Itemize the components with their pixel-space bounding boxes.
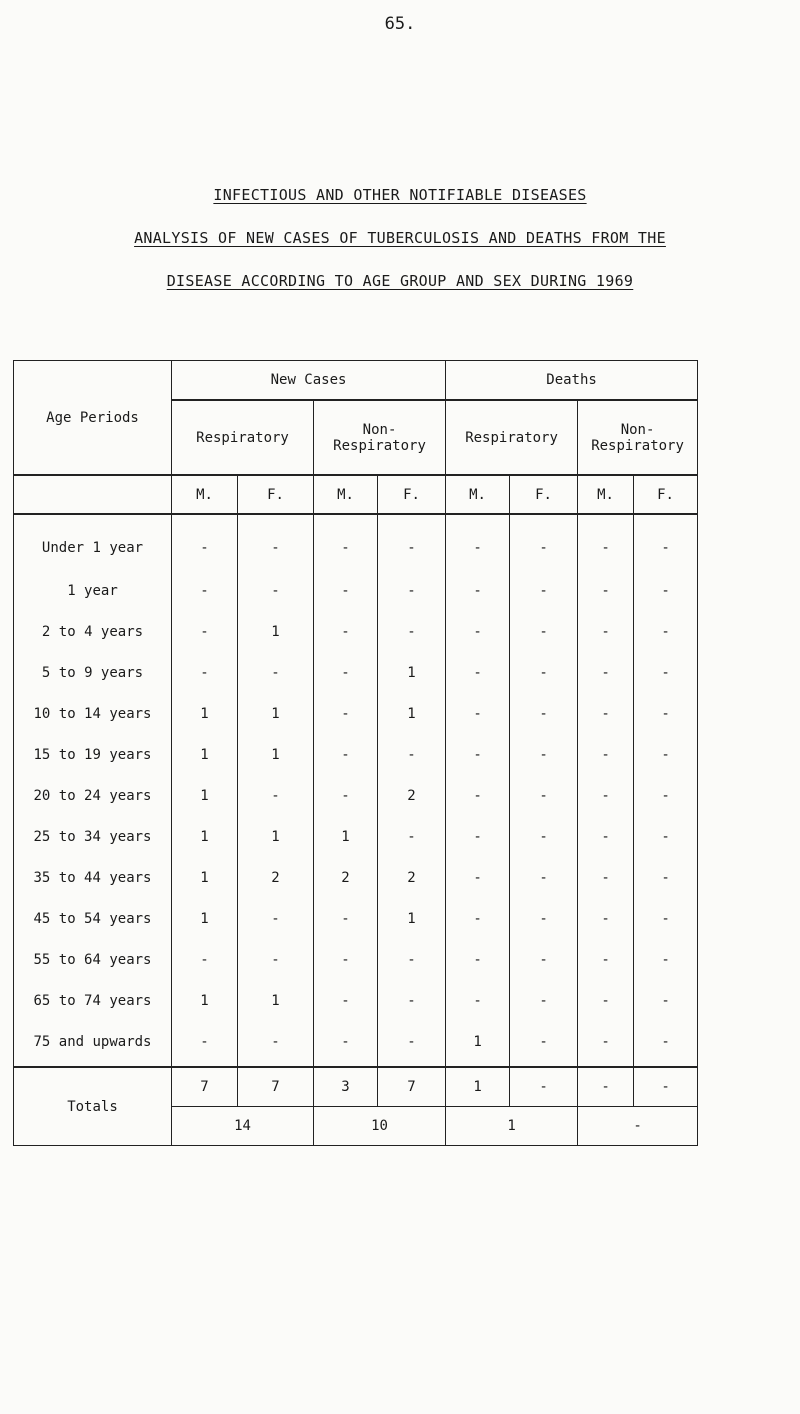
value-cell: - [314, 652, 378, 693]
value-cell: - [634, 611, 698, 652]
value-cell: - [378, 611, 446, 652]
value-cell: 2 [238, 857, 314, 898]
value-cell: 1 [378, 652, 446, 693]
value-cell: - [446, 693, 510, 734]
value-cell: - [510, 898, 578, 939]
value-cell: 2 [314, 857, 378, 898]
value-cell: - [238, 1021, 314, 1067]
value-cell: - [578, 857, 634, 898]
value-cell: - [510, 775, 578, 816]
total-by-sex-cell: 7 [172, 1067, 238, 1107]
sex-header: F. [378, 475, 446, 514]
value-cell: - [634, 898, 698, 939]
value-cell: - [314, 1021, 378, 1067]
value-cell: - [510, 980, 578, 1021]
value-cell: - [578, 652, 634, 693]
value-cell: - [510, 652, 578, 693]
totals-label: Totals [14, 1067, 172, 1146]
value-cell: 1 [238, 611, 314, 652]
value-cell: - [238, 652, 314, 693]
value-cell: - [578, 693, 634, 734]
value-cell: - [446, 939, 510, 980]
value-cell: - [578, 898, 634, 939]
value-cell: - [578, 514, 634, 570]
age-period-cell: 10 to 14 years [14, 693, 172, 734]
value-cell: - [378, 939, 446, 980]
value-cell: - [314, 570, 378, 611]
value-cell: - [634, 693, 698, 734]
value-cell: - [578, 570, 634, 611]
age-periods-header: Age Periods [14, 361, 172, 476]
sex-header: M. [314, 475, 378, 514]
title-line-2-text: ANALYSIS OF NEW CASES OF TUBERCULOSIS AND DEATHS FROM THE [134, 229, 666, 247]
value-cell: - [446, 775, 510, 816]
total-combined-cell: - [578, 1107, 698, 1146]
value-cell: - [446, 898, 510, 939]
value-cell: 1 [172, 734, 238, 775]
total-combined-cell: 1 [446, 1107, 578, 1146]
table-row [14, 734, 698, 775]
value-cell: 1 [238, 816, 314, 857]
value-cell: - [378, 816, 446, 857]
age-period-cell: 1 year [14, 570, 172, 611]
value-cell: - [172, 570, 238, 611]
value-cell: - [314, 611, 378, 652]
value-cell: 1 [446, 1021, 510, 1067]
value-cell: 2 [378, 857, 446, 898]
value-cell: - [172, 1021, 238, 1067]
value-cell: 1 [172, 693, 238, 734]
table-row [14, 939, 698, 980]
value-cell: - [578, 734, 634, 775]
value-cell: - [634, 1021, 698, 1067]
value-cell: 2 [378, 775, 446, 816]
value-cell: 1 [172, 857, 238, 898]
value-cell: - [238, 939, 314, 980]
totals-by-sex-row [14, 1067, 698, 1107]
table-row [14, 857, 698, 898]
value-cell: 1 [238, 693, 314, 734]
value-cell: 1 [172, 775, 238, 816]
value-cell: - [446, 652, 510, 693]
total-by-sex-cell: 7 [378, 1067, 446, 1107]
value-cell: - [378, 734, 446, 775]
title-line-1 [0, 186, 800, 204]
value-cell: - [578, 980, 634, 1021]
value-cell: - [634, 570, 698, 611]
value-cell: - [172, 939, 238, 980]
title-line-1-text: INFECTIOUS AND OTHER NOTIFIABLE DISEASES [213, 186, 587, 204]
sex-header: M. [446, 475, 510, 514]
age-period-cell: 15 to 19 years [14, 734, 172, 775]
page-number: 65. [384, 14, 416, 34]
value-cell: - [578, 1021, 634, 1067]
table-row [14, 611, 698, 652]
age-period-cell: 55 to 64 years [14, 939, 172, 980]
total-by-sex-cell: 1 [446, 1067, 510, 1107]
table-row [14, 652, 698, 693]
title-line-3 [0, 272, 800, 290]
value-cell: 1 [172, 816, 238, 857]
value-cell: - [510, 857, 578, 898]
age-period-cell: 65 to 74 years [14, 980, 172, 1021]
table-row [14, 570, 698, 611]
table-row [14, 816, 698, 857]
value-cell: - [314, 693, 378, 734]
value-cell: 1 [172, 980, 238, 1021]
value-cell: - [634, 652, 698, 693]
age-period-cell: 35 to 44 years [14, 857, 172, 898]
value-cell: - [378, 514, 446, 570]
sex-header: M. [578, 475, 634, 514]
title-line-3-text: DISEASE ACCORDING TO AGE GROUP AND SEX DURING 1969 [166, 272, 634, 290]
new-cases-non-respiratory-header: Non- Respiratory [314, 400, 446, 475]
total-by-sex-cell: - [578, 1067, 634, 1107]
value-cell: 1 [172, 898, 238, 939]
value-cell: - [238, 898, 314, 939]
age-period-cell: 45 to 54 years [14, 898, 172, 939]
sex-header: F. [510, 475, 578, 514]
value-cell: - [446, 816, 510, 857]
value-cell: - [634, 514, 698, 570]
value-cell: - [238, 775, 314, 816]
table-row [14, 980, 698, 1021]
value-cell: - [172, 652, 238, 693]
age-period-cell: 5 to 9 years [14, 652, 172, 693]
value-cell: - [314, 514, 378, 570]
deaths-non-respiratory-header: Non- Respiratory [578, 400, 698, 475]
tuberculosis-table [13, 360, 698, 1146]
age-period-cell: 2 to 4 years [14, 611, 172, 652]
value-cell: - [510, 611, 578, 652]
value-cell: - [510, 570, 578, 611]
value-cell: - [314, 898, 378, 939]
value-cell: - [510, 734, 578, 775]
table-row [14, 898, 698, 939]
new-cases-respiratory-header: Respiratory [172, 400, 314, 475]
value-cell: - [510, 1021, 578, 1067]
value-cell: - [578, 611, 634, 652]
value-cell: - [378, 570, 446, 611]
value-cell: - [578, 775, 634, 816]
value-cell: - [510, 816, 578, 857]
value-cell: - [314, 775, 378, 816]
age-period-cell: 75 and upwards [14, 1021, 172, 1067]
total-by-sex-cell: - [510, 1067, 578, 1107]
value-cell: - [378, 980, 446, 1021]
value-cell: - [238, 570, 314, 611]
table-row [14, 514, 698, 570]
value-cell: - [172, 514, 238, 570]
value-cell: - [510, 514, 578, 570]
age-period-cell: Under 1 year [14, 514, 172, 570]
value-cell: 1 [238, 980, 314, 1021]
total-by-sex-cell: 7 [238, 1067, 314, 1107]
value-cell: - [634, 816, 698, 857]
value-cell: - [634, 734, 698, 775]
total-combined-cell: 14 [172, 1107, 314, 1146]
value-cell: - [578, 816, 634, 857]
sex-header: F. [634, 475, 698, 514]
blank-header-cell [14, 475, 172, 514]
age-period-cell: 20 to 24 years [14, 775, 172, 816]
sex-header: F. [238, 475, 314, 514]
deaths-header: Deaths [446, 361, 698, 401]
deaths-respiratory-header: Respiratory [446, 400, 578, 475]
value-cell: - [446, 611, 510, 652]
total-by-sex-cell: 3 [314, 1067, 378, 1107]
value-cell: - [446, 734, 510, 775]
value-cell: - [634, 980, 698, 1021]
value-cell: 1 [238, 734, 314, 775]
value-cell: - [238, 514, 314, 570]
value-cell: - [510, 939, 578, 980]
value-cell: - [446, 514, 510, 570]
value-cell: - [172, 611, 238, 652]
value-cell: - [634, 775, 698, 816]
value-cell: - [446, 570, 510, 611]
value-cell: - [510, 693, 578, 734]
table-row [14, 1021, 698, 1067]
value-cell: - [446, 857, 510, 898]
title-line-2 [0, 229, 800, 247]
value-cell: - [446, 980, 510, 1021]
value-cell: - [314, 734, 378, 775]
value-cell: 1 [378, 693, 446, 734]
value-cell: - [578, 939, 634, 980]
age-period-cell: 25 to 34 years [14, 816, 172, 857]
value-cell: - [314, 980, 378, 1021]
sex-header: M. [172, 475, 238, 514]
value-cell: - [634, 939, 698, 980]
value-cell: 1 [378, 898, 446, 939]
table-row [14, 775, 698, 816]
total-by-sex-cell: - [634, 1067, 698, 1107]
value-cell: - [314, 939, 378, 980]
value-cell: 1 [314, 816, 378, 857]
value-cell: - [378, 1021, 446, 1067]
total-combined-cell: 10 [314, 1107, 446, 1146]
new-cases-header: New Cases [172, 361, 446, 401]
value-cell: - [634, 857, 698, 898]
table-row [14, 693, 698, 734]
